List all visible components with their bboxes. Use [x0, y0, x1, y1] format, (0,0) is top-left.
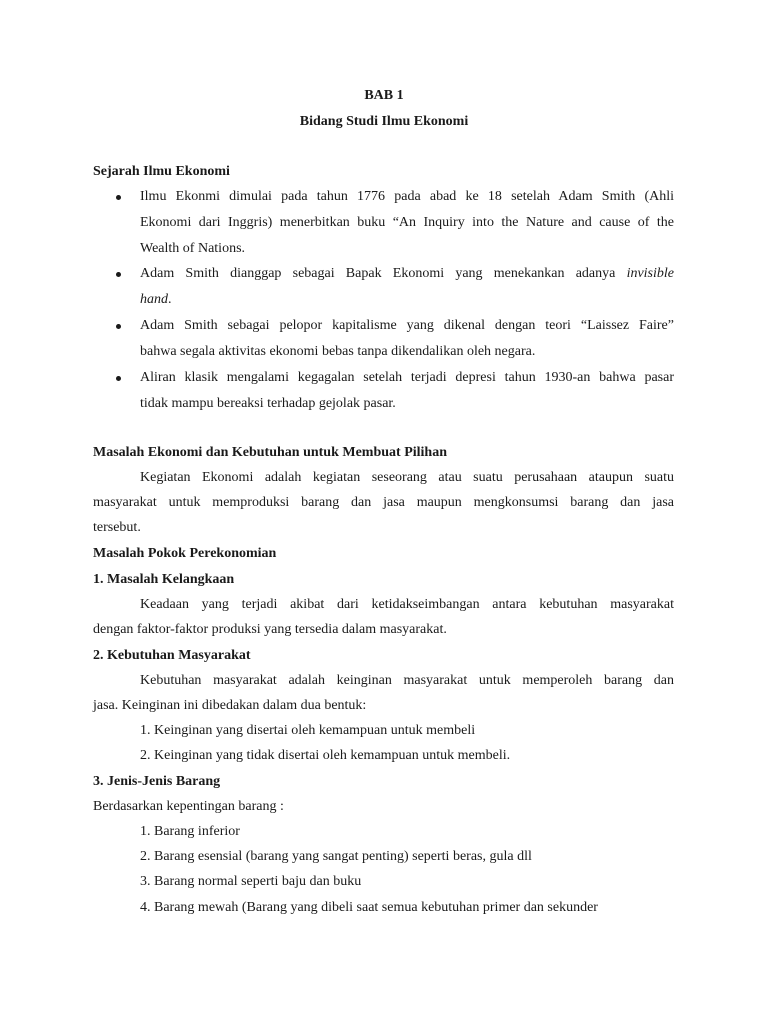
list-item: 1. Barang inferior: [140, 824, 240, 839]
section-heading-masalah-ekonomi: Masalah Ekonomi dan Kebutuhan untuk Membuat Pilihan: [93, 445, 447, 460]
list-item: 2. Keinginan yang tidak disertai oleh kemampuan untuk membeli.: [140, 748, 511, 763]
list-item: 3. Barang normal seperti baju dan buku: [140, 874, 362, 889]
subheading-kebutuhan: 2. Kebutuhan Masyarakat: [93, 648, 251, 663]
list-item: 4. Barang mewah (Barang yang dibeli saat semua kebutuhan primer dan sekunder: [140, 900, 598, 915]
bullet-1-line-3: Wealth of Nations.: [140, 241, 246, 256]
bullet-icon: [116, 324, 121, 329]
paragraph-line: Keadaan yang terjadi akibat dari ketidakseimbangan antara kebutuhan masyarakat: [140, 597, 674, 612]
bullet-icon: [116, 376, 121, 381]
paragraph-line: masyarakat untuk memproduksi barang dan jasa maupun mengkonsumsi barang dan jasa: [93, 495, 674, 510]
bullet-2-line-1: Adam Smith dianggap sebagai Bapak Ekonomi yang menekankan adanya invisible: [140, 266, 674, 281]
paragraph-line: Kegiatan Ekonomi adalah kegiatan seseorang atau suatu perusahaan ataupun suatu: [140, 470, 674, 485]
paragraph-line: dengan faktor-faktor produksi yang tersedia dalam masyarakat.: [93, 622, 447, 637]
paragraph-line: Berdasarkan kepentingan barang :: [93, 799, 284, 814]
chapter-label: BAB 1: [364, 88, 404, 103]
paragraph-line: jasa. Keinginan ini dibedakan dalam dua bentuk:: [93, 698, 367, 713]
bullet-1-line-1: Ilmu Ekonmi dimulai pada tahun 1776 pada abad ke 18 setelah Adam Smith (Ahli: [140, 189, 674, 204]
paragraph-line: Kebutuhan masyarakat adalah keinginan masyarakat untuk memperoleh barang dan: [140, 673, 674, 688]
bullet-icon: [116, 272, 121, 277]
subheading-kelangkaan: 1. Masalah Kelangkaan: [93, 572, 235, 587]
bullet-2-line-2: hand.: [140, 292, 172, 307]
bullet-1-line-2: Ekonomi dari Inggris) menerbitkan buku “An Inquiry into the Nature and cause of the: [140, 215, 674, 230]
bullet-4-line-1: Aliran klasik mengalami kegagalan setelah terjadi depresi tahun 1930-an bahwa pasar: [140, 370, 674, 385]
paragraph-line: tersebut.: [93, 520, 141, 535]
section-heading-masalah-pokok: Masalah Pokok Perekonomian: [93, 546, 277, 561]
section-heading-sejarah: Sejarah Ilmu Ekonomi: [93, 164, 230, 179]
list-item: 1. Keinginan yang disertai oleh kemampuan untuk membeli: [140, 723, 476, 738]
bullet-4-line-2: tidak mampu bereaksi terhadap gejolak pasar.: [140, 396, 396, 411]
page-title: Bidang Studi Ilmu Ekonomi: [299, 114, 469, 129]
subheading-jenis-barang: 3. Jenis-Jenis Barang: [93, 774, 221, 789]
bullet-3-line-2: bahwa segala aktivitas ekonomi bebas tanpa dikendalikan oleh negara.: [140, 344, 536, 359]
bullet-3-line-1: Adam Smith sebagai pelopor kapitalisme yang dikenal dengan teori “Laissez Faire”: [140, 318, 674, 333]
list-item: 2. Barang esensial (barang yang sangat penting) seperti beras, gula dll: [140, 849, 532, 864]
bullet-icon: [116, 195, 121, 200]
